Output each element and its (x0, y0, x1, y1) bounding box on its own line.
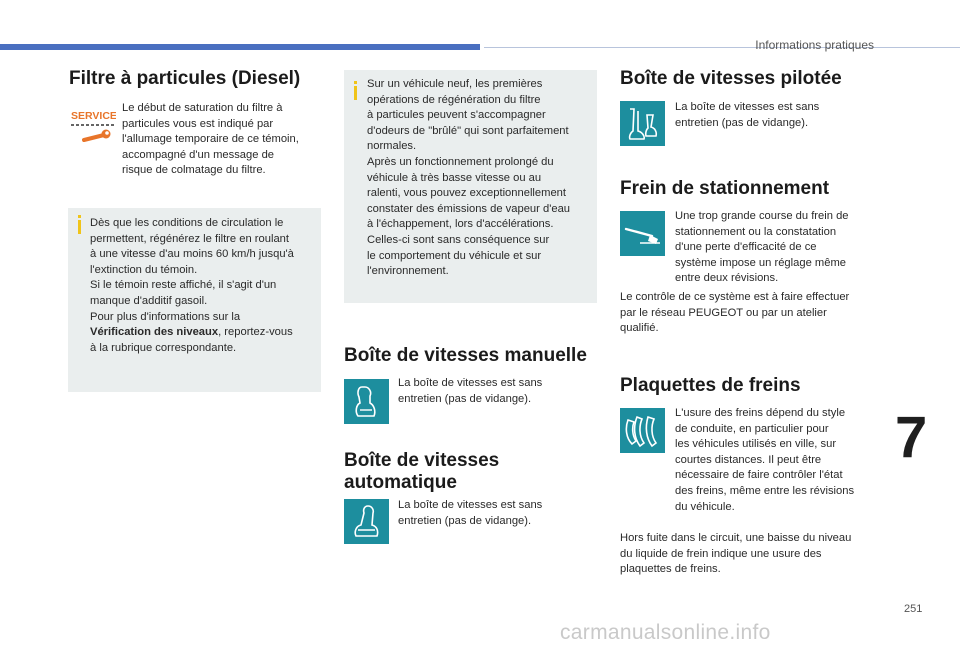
service-warning-icon (70, 108, 116, 148)
section-label: Informations pratiques (755, 38, 874, 52)
filtre-info-box: Dès que les conditions de circulation le permettent, régénérez le filtre en roulant à une vitesse d'au moins 60 km/h jusqu'à l'extinction du témoin. Si le témoin reste affiché, il s'agit d'un manque d'additif gasoil. Pour plus d'informations sur la Vérification des niveaux, reportez-vous à la rubrique correspondante. (68, 208, 321, 392)
manuelle-text: La boîte de vitesses est sans entretien (pas de vidange). (398, 377, 543, 405)
header-rule (484, 47, 960, 48)
manual-gearbox-icon (344, 379, 389, 424)
pilotee-text: La boîte de vitesses est sans entretien (pas de vidange). (675, 101, 820, 129)
stationnement-after-text: Le contrôle de ce système est à faire effectuer par le réseau PEUGEOT ou par un atelier qualifié. (620, 291, 850, 335)
stationnement-title: Frein de stationnement (620, 178, 830, 199)
manuelle-title: Boîte de vitesses manuelle (344, 345, 587, 366)
link-verification-niveaux: Vérification des niveaux (90, 326, 219, 339)
neuf-info-box: Sur un véhicule neuf, les premières opérations de régénération du filtre à particules peuvent s'accompagner d'odeurs de "brûlé" qui sont parfaitement normales. Après un fonctionnement prolongé du véhicule à très basse vitesse ou au ralenti, vous pouvez exceptionnellement constater des émissions de vapeur d'eau à l'échappement, lors d'accélérations. Celles-ci sont sans conséquence sur le comportement du véhicule et sur l'environnement. (344, 70, 597, 303)
plaquettes-after-text: Hors fuite dans le circuit, une baisse du niveau du liquide de frein indique une usure des plaquettes de freins. (620, 532, 852, 576)
plaquettes-text: L'usure des freins dépend du style de conduite, en particulier pour les véhicules utilisés en ville, sur courtes distances. Il peut être nécessaire de faire contrôler l'état des freins, même entre les révisions du véhicule. (675, 407, 855, 513)
plaquettes-title: Plaquettes de freins (620, 375, 801, 396)
watermark: carmanualsonline.info (560, 621, 771, 644)
chapter-number: 7 (895, 405, 928, 470)
pilotee-title: Boîte de vitesses pilotée (620, 68, 842, 89)
automatique-title: Boîte de vitesses automatique (344, 450, 500, 493)
page-number: 251 (904, 603, 923, 615)
info-icon (354, 86, 357, 100)
automatic-gearbox-icon (344, 499, 389, 544)
robotized-gearbox-icon (620, 101, 665, 146)
filtre-text: Le début de saturation du filtre à particules vous est indiqué par l'allumage temporaire de ce témoin, accompagné d'un message de risque de colmatage du filtre. (122, 102, 299, 177)
automatique-text: La boîte de vitesses est sans entretien (pas de vidange). (398, 499, 543, 527)
filtre-title: Filtre à particules (Diesel) (69, 68, 301, 89)
brake-pads-icon (620, 408, 665, 453)
stationnement-text: Une trop grande course du frein de stationnement ou la constatation d'une perte d'efficacité de ce système impose un réglage même entre deux révisions. (675, 210, 849, 285)
header-bar (0, 44, 480, 50)
parking-brake-icon (620, 211, 665, 256)
service-label: SERVICE (71, 110, 116, 122)
info-icon (78, 220, 81, 234)
